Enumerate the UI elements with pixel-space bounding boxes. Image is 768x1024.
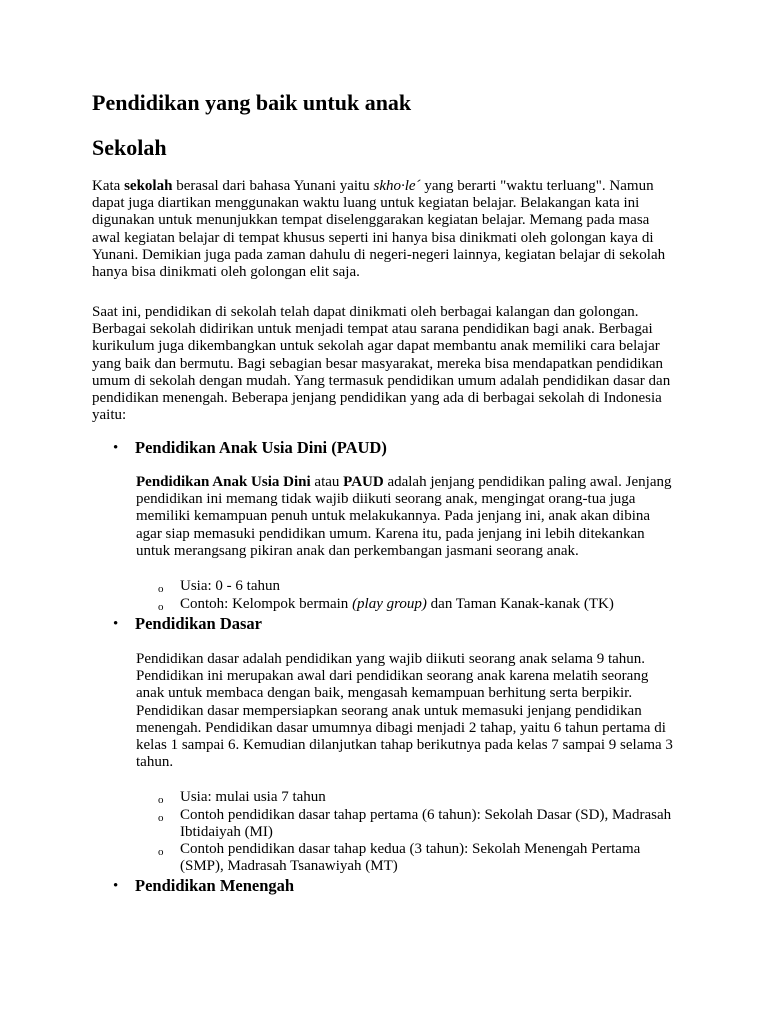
- intro-paragraph: [92, 178, 692, 281]
- dasar-line-6: kelas 1 sampai 6. Kemudian dilanjutkan tahap berikutnya pada kelas 7 sampai 9 selama 3: [136, 737, 673, 754]
- intro-line-3: digunakan untuk menunjukkan tempat diselenggarakan kegiatan belajar. Memang pada masa: [92, 212, 650, 229]
- para2-line-1: Saat ini, pendidikan di sekolah telah dapat dinikmati oleh berbagai kalangan dan golongan.: [92, 304, 639, 320]
- sub-bullet-icon: o: [158, 812, 164, 824]
- dasar-line-3: anak untuk membaca dengan baik, mengasah kemampuan berhitung serta berpikir.: [136, 685, 633, 702]
- bullet-icon: •: [113, 440, 119, 456]
- dasar-item-tahap-pertama: Contoh pendidikan dasar tahap pertama (6 tahun): Sekolah Dasar (SD), Madrasah Ibtidaiyah (MI): [180, 807, 672, 840]
- paragraph-saat-ini: [92, 304, 692, 424]
- dasar-line-7: tahun.: [136, 754, 174, 771]
- bullet-icon: •: [113, 878, 119, 894]
- dasar-paragraph: [136, 651, 696, 771]
- sub-bullet-icon: o: [158, 794, 164, 806]
- para2-line-4: yang baik dan bermutu. Bagi sebagian besar masyarakat, mereka bisa mendapatkan pendidikan: [92, 355, 664, 372]
- sub-bullet-icon: o: [158, 583, 164, 595]
- dasar-line-5: menengah. Pendidikan dasar umumnya dibagi menjadi 2 tahap, yaitu 6 tahun pertama di: [136, 719, 666, 736]
- intro-line-2: dapat juga diartikan menggunakan waktu luang untuk kegiatan belajar. Belakangan kata ini: [92, 195, 640, 212]
- dasar-item-tahap-kedua: Contoh pendidikan dasar tahap kedua (3 tahun): Sekolah Menengah Pertama (SMP), Madrasah Tsanawiyah (MT): [180, 841, 641, 874]
- dasar-line-4: Pendidikan dasar mempersiapkan seorang anak untuk memasuki jenjang pendidikan: [136, 702, 642, 719]
- paud-line-4: agar siap memasuki pendidikan umum. Karena itu, pada jenjang ini lebih ditekankan: [136, 525, 645, 542]
- heading-menengah: Pendidikan Menengah: [135, 876, 295, 895]
- paud-item-usia: Usia: 0 - 6 tahun: [180, 578, 280, 594]
- section-heading-sekolah: Sekolah: [92, 135, 167, 160]
- paud-line-3: memiliki kemampuan penuh untuk melakukannya. Pada jenjang ini, anak akan dibina: [136, 508, 651, 525]
- sub-bullet-icon: o: [158, 846, 164, 858]
- para2-line-6: pendidikan menengah. Beberapa jenjang pendidikan yang ada di berbagai sekolah di Indonesia: [92, 390, 662, 407]
- dasar-line-2: Pendidikan ini merupakan awal dari pendidikan seorang anak karena melatih seorang: [136, 668, 649, 685]
- paud-item-contoh: Contoh: Kelompok bermain (play group) dan Taman Kanak-kanak (TK): [180, 596, 614, 612]
- paud-line-1: Pendidikan Anak Usia Dini atau PAUD adalah jenjang pendidikan paling awal. Jenjang: [136, 474, 672, 490]
- paud-line-5: untuk merangsang pikiran anak dan perkembangan jasmani seorang anak.: [136, 542, 579, 559]
- term-skhole: skho·le´: [373, 178, 421, 194]
- heading-paud: Pendidikan Anak Usia Dini (PAUD): [135, 438, 387, 457]
- heading-dasar: Pendidikan Dasar: [135, 614, 262, 633]
- intro-line-6: hanya bisa dinikmati oleh golongan elit saja.: [92, 264, 360, 281]
- document-title: Pendidikan yang baik untuk anak: [92, 90, 412, 115]
- para2-line-7: yaitu:: [92, 407, 127, 424]
- paud-line-2: pendidikan ini memang tidak wajib diikuti seorang anak, mengingat orang-tua juga: [136, 491, 636, 508]
- dasar-line-1: Pendidikan dasar adalah pendidikan yang wajib diikuti seorang anak selama 9 tahun.: [136, 651, 646, 667]
- term-sekolah: sekolah: [124, 178, 173, 194]
- dasar-item-usia: Usia: mulai usia 7 tahun: [180, 789, 326, 805]
- para2-line-5: umum di sekolah dengan mudah. Yang termasuk pendidikan umum adalah pendidikan dasar dan: [92, 372, 671, 389]
- para2-line-3: kurikulum juga dikembangkan untuk sekolah agar dapat membantu anak memiliki cara belajar: [92, 338, 660, 355]
- intro-line-5: Yunani. Demikian juga pada zaman dahulu di negeri-negeri lainnya, kegiatan belajar di sekolah: [92, 246, 666, 263]
- bullet-icon: •: [113, 616, 119, 632]
- sub-bullet-icon: o: [158, 601, 164, 613]
- intro-line-1: Kata sekolah berasal dari bahasa Yunani yaitu skho·le´ yang berarti "waktu terluang". Namun: [92, 178, 654, 194]
- para2-line-2: Berbagai sekolah didirikan untuk menjadi tempat atau sarana pendidikan bagi anak. Berbagai: [92, 321, 653, 338]
- paud-paragraph: [136, 474, 696, 560]
- intro-line-4: awal kegiatan belajar di tempat khusus seperti ini hanya bisa dinikmati oleh golongan kaya di: [92, 229, 654, 246]
